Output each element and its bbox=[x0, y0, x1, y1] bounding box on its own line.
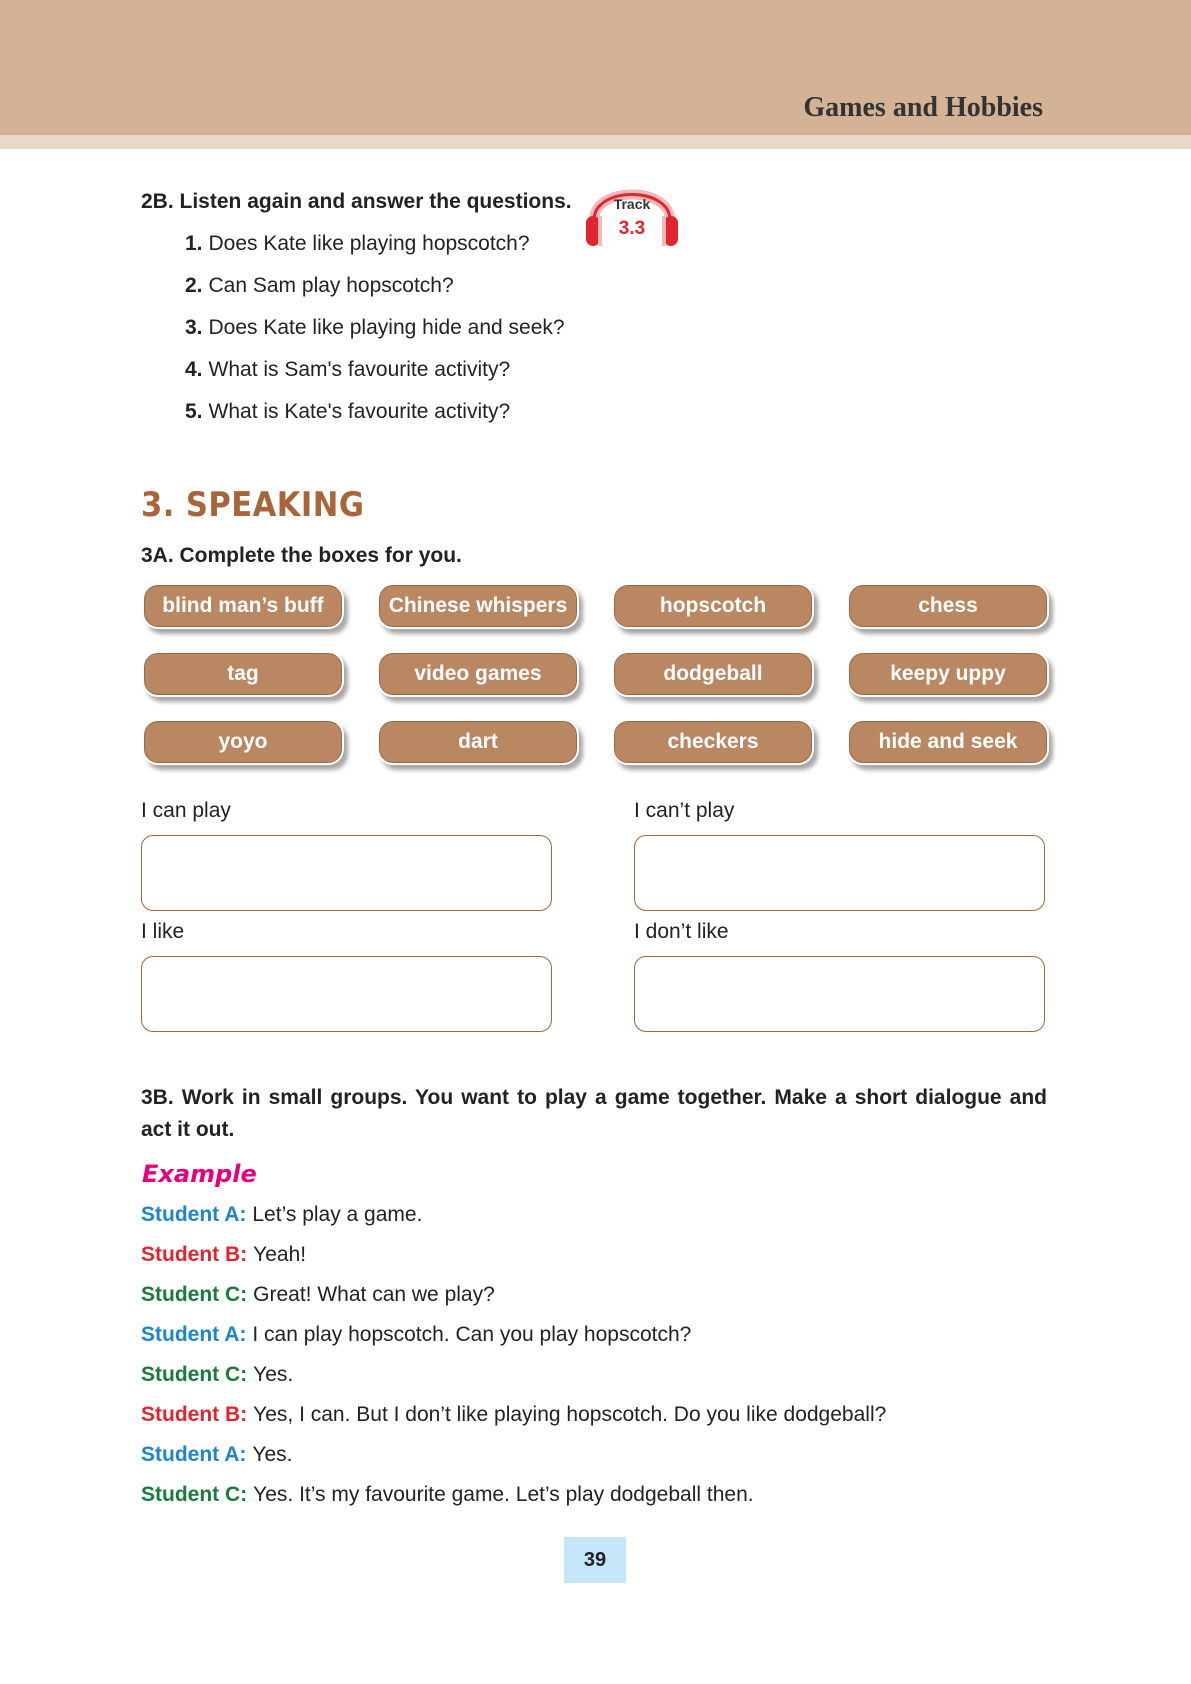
chapter-title: Games and Hobbies bbox=[803, 92, 1043, 123]
activity-chip[interactable]: dodgeball bbox=[612, 651, 814, 697]
track-label: Track bbox=[613, 196, 651, 212]
activity-chip[interactable]: Chinese whispers bbox=[377, 583, 579, 629]
cant-play-box[interactable] bbox=[634, 835, 1045, 911]
dialogue-line: Student C: Yes. bbox=[141, 1363, 294, 1386]
activity-chip[interactable]: video games bbox=[377, 651, 579, 697]
track-number: 3.3 bbox=[618, 218, 646, 239]
activity-chip[interactable]: dart bbox=[377, 719, 579, 765]
activity-chip[interactable]: hide and seek bbox=[847, 719, 1049, 765]
page-number: 39 bbox=[564, 1537, 626, 1583]
dialogue-line: Student A: I can play hopscotch. Can you play hopscotch? bbox=[141, 1323, 692, 1346]
heading-3b: 3B. Work in small groups. You want to play a game together. Make a short dialogue and act it out. bbox=[141, 1086, 1047, 1141]
example-label: Example bbox=[142, 1160, 257, 1188]
activity-chip[interactable]: yoyo bbox=[142, 719, 344, 765]
question-item: 3. Does Kate like playing hide and seek? bbox=[185, 316, 565, 339]
dialogue-line: Student B: Yeah! bbox=[141, 1243, 307, 1266]
heading-3a: 3A. Complete the boxes for you. bbox=[141, 544, 462, 567]
activity-chip[interactable]: blind man’s buff bbox=[142, 583, 344, 629]
header-strip bbox=[0, 135, 1191, 149]
section-title-speaking: 3. SPEAKING bbox=[141, 485, 365, 525]
cant-play-label: I can’t play bbox=[634, 799, 735, 822]
dont-like-box[interactable] bbox=[634, 956, 1045, 1032]
headphones-icon[interactable] bbox=[586, 176, 678, 250]
dialogue-line: Student A: Yes. bbox=[141, 1443, 293, 1466]
dialogue-line: Student A: Let’s play a game. bbox=[141, 1203, 423, 1226]
question-item: 1. Does Kate like playing hopscotch? bbox=[185, 232, 530, 255]
question-item: 4. What is Sam's favourite activity? bbox=[185, 358, 511, 381]
dialogue-line: Student C: Great! What can we play? bbox=[141, 1283, 495, 1306]
activity-chip[interactable]: hopscotch bbox=[612, 583, 814, 629]
activity-chip[interactable]: chess bbox=[847, 583, 1049, 629]
dialogue-line: Student C: Yes. It’s my favourite game. Let’s play dodgeball then. bbox=[141, 1483, 754, 1506]
activity-chip[interactable]: checkers bbox=[612, 719, 814, 765]
like-box[interactable] bbox=[141, 956, 552, 1032]
activity-chip[interactable]: tag bbox=[142, 651, 344, 697]
can-play-box[interactable] bbox=[141, 835, 552, 911]
dialogue-line: Student B: Yes, I can. But I don’t like playing hopscotch. Do you like dodgeball? bbox=[141, 1403, 887, 1426]
dont-like-label: I don’t like bbox=[634, 920, 729, 943]
heading-2b: 2B. Listen again and answer the questions. bbox=[141, 190, 572, 213]
question-item: 2. Can Sam play hopscotch? bbox=[185, 274, 454, 297]
activity-chip[interactable]: keepy uppy bbox=[847, 651, 1049, 697]
can-play-label: I can play bbox=[141, 799, 231, 822]
question-item: 5. What is Kate's favourite activity? bbox=[185, 400, 511, 423]
like-label: I like bbox=[141, 920, 185, 943]
